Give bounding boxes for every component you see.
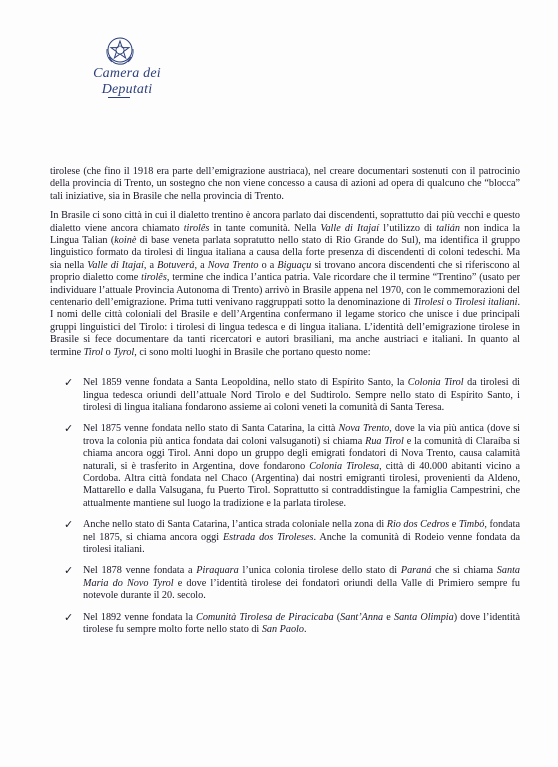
italic-text: Nova Trento xyxy=(338,423,390,435)
text-run: , fondata nel 1875, si chiama ancora oggi xyxy=(83,519,520,543)
italic-text: Colonia Tirolesa xyxy=(309,460,380,472)
italic-text: tirolês xyxy=(183,222,210,234)
italic-text: tirolês xyxy=(141,272,167,284)
checkmark-icon: ✓ xyxy=(64,376,74,390)
italic-text: Rua Tirol xyxy=(365,435,404,447)
text-run: Anche nello stato di Santa Catarina, l’antica strada coloniale nella zona di xyxy=(83,519,387,531)
italic-text: Rio dos Cedros xyxy=(386,519,450,531)
italic-text: Paraná xyxy=(400,565,432,577)
text-run: o xyxy=(103,346,114,358)
text-run: ( xyxy=(333,611,341,623)
bullet-item xyxy=(50,565,520,602)
text-run: l’unica colonia tirolese dello stato di xyxy=(238,565,401,577)
text-run: , dove la via più antica (dove si trova la colonia più antica fondata dai coloni valsuganoti) si chiama xyxy=(83,423,521,447)
paragraph-1: tirolese (che fino il 1918 era parte dell’emigrazione austriaca), nel creare documentari sostenuti con il patrocinio della provincia di Trento, un sostegno che non viene concesso a causa di azioni ad opera di qualcuno che “blocca” tali iniziative, sia in Brasile che nella provincia di Trento. xyxy=(50,166,520,202)
text-run: o a xyxy=(258,259,278,271)
text-run: , a xyxy=(194,259,208,271)
text-run: . Anche la comunità di Rodeio venne fondata da tirolesi italiani. xyxy=(83,531,520,555)
bullet-item xyxy=(50,612,520,637)
header-divider xyxy=(108,97,130,98)
text-run: o xyxy=(444,297,455,309)
bullet-text xyxy=(83,423,520,508)
checkmark-icon: ✓ xyxy=(64,610,74,624)
bullet-item xyxy=(50,423,520,510)
text-run: non indica la Lingua Talian ( xyxy=(50,222,520,247)
italic-text: Botuverá xyxy=(157,259,195,271)
bullet-text xyxy=(83,519,520,555)
text-run: ) dove l’identità tirolese fu sempre molto forte nello stato di xyxy=(83,611,520,635)
text-run: e dove l’identità tirolese dei fondatori oriundi della Valle di Primiero sempre fu notevole durante il 20. secolo. xyxy=(83,577,521,602)
document-body xyxy=(50,166,520,645)
bullet-item xyxy=(50,519,520,556)
bullet-text xyxy=(83,377,520,413)
text-run: In Brasile ci sono città in cui il dialetto trentino è ancora parlato dai discendenti, soprattutto dai più vecchi e questo dialetto viene ancora chiamato xyxy=(50,210,520,234)
italic-text: San Paolo xyxy=(261,624,304,635)
italic-text: Tirolesi italiani xyxy=(454,297,518,309)
italic-text: Piraquara xyxy=(196,565,239,577)
checkmark-icon: ✓ xyxy=(64,564,74,578)
text-run: , termine che indica l’antica patria. Vale ricordare che il termine “Trentino” (usato per individuare l’attuale Provincia Autonoma di Trento) arrivò in Brasile appena nel 1970, con le commemorazioni del centenario dell’emigrazione. Prima tutti venivano raggruppati sotto la denominazione di xyxy=(50,272,520,309)
italic-text: Comunità Tirolesa de Piracicaba xyxy=(196,611,334,623)
text-run: e la comunità di Claraíba si chiama ancora oggi Tirol. Anni dopo un gruppo degli emigrati fondatori di Nova Trento, causa calamità naturali, si è trasferito in Argentina, dove fondarono xyxy=(83,435,520,472)
italic-text: Colonia Tirol xyxy=(407,377,464,389)
text-run: in tante comunità. Nella xyxy=(209,222,321,234)
italic-text: koinè xyxy=(114,235,137,247)
text-run: , ci sono molti luoghi in Brasile che portano questo nome: xyxy=(134,346,371,358)
text-run: . I nomi delle città coloniali del Brasile e dell’Argentina confermano il legame storico che unisce i due principali gruppi linguistici del Tirolo: i tirolesi di lingua tedesca e di lingua italiana. L’identità dell’emigrazione tirolese in Brasile si fece documentare da tanti ricercatori e autori brasiliani, ma anche austriaci e italiani. In quanto al termine xyxy=(50,297,520,358)
text-run: Nel 1878 venne fondata a xyxy=(83,565,197,577)
italic-text: Valle di Itajaí xyxy=(320,222,380,234)
text-run: Nel 1892 venne fondata la xyxy=(83,611,197,623)
italic-text: Tyrol xyxy=(113,346,135,358)
text-run: , città di 40.000 abitanti vicino a Cordoba. Altra città fondata nel Chaco (Argentina) dai nostri emigranti tirolesi, provenienti da Aldeno, Mattarello e dalla Valsugana, fu Puerto Tirol. Soprattutto si contraddistingue la famiglia Campestrini, che attualmente mantiene sul luogo la tradizione e la parlata tirolese. xyxy=(83,460,520,509)
italic-text: Timbó xyxy=(458,519,485,531)
italian-republic-emblem-icon xyxy=(104,35,136,67)
text-run: . xyxy=(303,624,307,635)
text-run: che si chiama xyxy=(431,565,497,577)
text-run: di base veneta parlata sopratutto nello stato di Rio Grande do Sul), ma identifica il gruppo linguistico formato da tirolesi di lingua italiana a causa della forte presenza di discendenti di coloni tedeschi. Ma sia nella xyxy=(50,235,521,271)
text-run: , a xyxy=(143,259,158,271)
italic-text: Sant’Anna xyxy=(340,611,384,623)
text-run: si trovano ancora discendenti che si riferiscono al proprio dialetto come xyxy=(50,259,520,284)
text-run: Nel 1859 venne fondata a Santa Leopoldina, nello stato di Espírito Santo, la xyxy=(83,377,408,389)
italic-text: Tirolesi xyxy=(413,297,445,309)
text-run: l’utilizzo di xyxy=(379,222,437,234)
italic-text: Biguaçu xyxy=(277,259,312,271)
text-run: e xyxy=(449,519,459,531)
italic-text: Santa Olimpia xyxy=(393,611,454,623)
bullet-list xyxy=(50,377,520,636)
institution-name: Camera dei Deputati xyxy=(93,66,161,97)
text-run: da tirolesi di lingua tedesca oriundi dell’attuale Nord Tirolo e del Sudtirolo. Sempre nello stato di Espírito Santo, i tirolesi di lingua italiana fondarono assieme ai coloni veneti la comunità di Santa Teresa. xyxy=(83,377,521,413)
italic-text: Santa Maria do Novo Tyrol xyxy=(83,565,521,589)
italic-text: Estrada dos Tiroleses xyxy=(222,531,314,543)
checkmark-icon: ✓ xyxy=(64,518,74,532)
checkmark-icon: ✓ xyxy=(64,422,74,436)
italic-text: talián xyxy=(436,222,460,234)
bullet-text xyxy=(83,612,520,635)
text-run: e xyxy=(383,611,394,623)
italic-text: Valle di Itajaí xyxy=(87,259,144,271)
text-run: Nel 1875 venne fondata nello stato di Santa Catarina, la città xyxy=(83,423,339,435)
bullet-text xyxy=(83,565,520,601)
bullet-item xyxy=(50,377,520,414)
paragraph-2 xyxy=(50,210,520,359)
italic-text: Nova Trento xyxy=(207,259,259,271)
italic-text: Tirol xyxy=(83,346,104,358)
